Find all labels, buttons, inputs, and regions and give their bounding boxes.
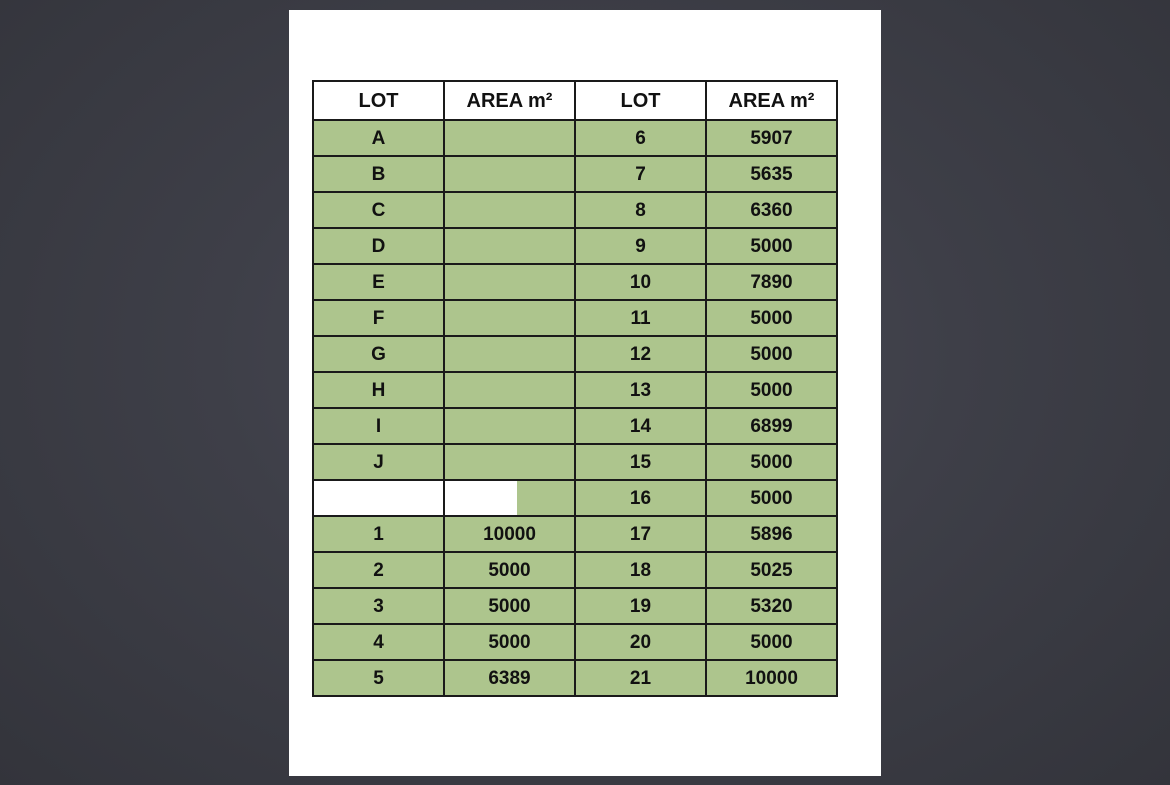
lot-cell: 6 (575, 120, 706, 156)
area-cell: 5000 (706, 444, 837, 480)
table-row (313, 552, 837, 588)
lot-cell: D (313, 228, 444, 264)
lot-cell: 10 (575, 264, 706, 300)
table-row (313, 588, 837, 624)
area-cell: 5000 (444, 624, 575, 660)
table-row (313, 156, 837, 192)
lot-cell: 7 (575, 156, 706, 192)
area-cell: 5896 (706, 516, 837, 552)
lot-cell: 5 (313, 660, 444, 696)
table-row (313, 228, 837, 264)
table-body (313, 120, 837, 696)
table-row (313, 516, 837, 552)
lot-cell: 13 (575, 372, 706, 408)
lot-cell: 18 (575, 552, 706, 588)
lot-cell: E (313, 264, 444, 300)
area-cell: 6360 (706, 192, 837, 228)
table-row (313, 264, 837, 300)
table-row (313, 300, 837, 336)
lot-cell: 3 (313, 588, 444, 624)
area-cell (444, 192, 575, 228)
lot-cell: C (313, 192, 444, 228)
lot-cell: J (313, 444, 444, 480)
lot-cell: F (313, 300, 444, 336)
area-cell (444, 156, 575, 192)
area-cell-blank (444, 480, 575, 516)
area-cell: 5000 (706, 300, 837, 336)
table-row (313, 192, 837, 228)
area-cell (444, 300, 575, 336)
table-row (313, 372, 837, 408)
lot-cell: 12 (575, 336, 706, 372)
header-area-left: AREA m² (444, 81, 575, 120)
lot-cell: 9 (575, 228, 706, 264)
area-cell: 5000 (444, 552, 575, 588)
area-cell: 5000 (706, 480, 837, 516)
area-cell: 10000 (444, 516, 575, 552)
lot-cell: 20 (575, 624, 706, 660)
area-cell (444, 336, 575, 372)
area-cell (444, 408, 575, 444)
document-page (289, 10, 881, 776)
lot-cell: 1 (313, 516, 444, 552)
area-cell: 5025 (706, 552, 837, 588)
table-row (313, 624, 837, 660)
area-cell (444, 120, 575, 156)
lot-cell: 14 (575, 408, 706, 444)
header-lot-left: LOT (313, 81, 444, 120)
lot-cell: G (313, 336, 444, 372)
area-cell: 5000 (706, 624, 837, 660)
table-row (313, 480, 837, 516)
table-row (313, 408, 837, 444)
area-cell: 5000 (444, 588, 575, 624)
lot-cell: 4 (313, 624, 444, 660)
header-lot-right: LOT (575, 81, 706, 120)
lot-cell: H (313, 372, 444, 408)
table-row (313, 660, 837, 696)
lot-cell: 16 (575, 480, 706, 516)
lot-cell: A (313, 120, 444, 156)
lot-cell: B (313, 156, 444, 192)
area-cell: 5635 (706, 156, 837, 192)
lot-cell: 11 (575, 300, 706, 336)
header-area-right: AREA m² (706, 81, 837, 120)
lot-cell: 15 (575, 444, 706, 480)
lot-area-table (312, 80, 838, 697)
area-cell (444, 264, 575, 300)
area-cell: 5907 (706, 120, 837, 156)
lot-cell-blank (313, 480, 444, 516)
lot-cell: 2 (313, 552, 444, 588)
lot-cell: 8 (575, 192, 706, 228)
area-cell: 10000 (706, 660, 837, 696)
area-cell: 5320 (706, 588, 837, 624)
area-cell: 5000 (706, 372, 837, 408)
area-cell: 5000 (706, 336, 837, 372)
area-cell (444, 444, 575, 480)
lot-cell: 21 (575, 660, 706, 696)
area-cell (444, 372, 575, 408)
area-cell: 6389 (444, 660, 575, 696)
area-cell: 7890 (706, 264, 837, 300)
lot-cell: 19 (575, 588, 706, 624)
area-cell: 6899 (706, 408, 837, 444)
table-row (313, 444, 837, 480)
table-header-row (313, 81, 837, 120)
lot-cell: 17 (575, 516, 706, 552)
area-cell (444, 228, 575, 264)
area-cell: 5000 (706, 228, 837, 264)
table-row (313, 336, 837, 372)
lot-cell: I (313, 408, 444, 444)
table-row (313, 120, 837, 156)
